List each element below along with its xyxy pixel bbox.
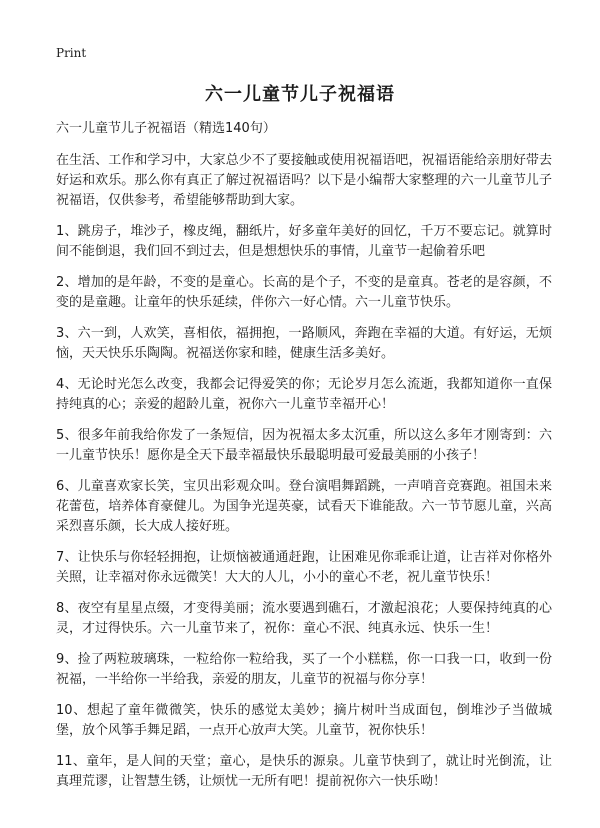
blessing-item-2: 2、增加的是年龄，不变的是童心。长高的是个子，不变的是童真。苍老的是容颜，不变的是童趣。让童年的快乐延续，伴你六一好心情。六一儿童节快乐。 xyxy=(56,275,552,310)
blessing-item-11: 11、童年，是人间的天堂；童心，是快乐的源泉。儿童节快到了，就让时光倒流，让真理荒谬，让智慧生锈，让烦忧一无所有吧！提前祝你六一快乐呦！ xyxy=(56,754,552,789)
blessing-item-10: 10、想起了童年微微笑，快乐的感觉太美妙；摘片树叶当成面包，倒堆沙子当做城堡，放个风筝手舞足蹈，一点开心放声大笑。儿童节，祝你快乐！ xyxy=(56,703,552,738)
blessing-item-1: 1、跳房子，堆沙子，橡皮绳，翻纸片，好多童年美好的回忆，千万不要忘记。就算时间不能倒退，我们回不到过去，但是想想快乐的事情，儿童节一起偷着乐吧 xyxy=(56,224,552,259)
article-subtitle: 六一儿童节儿子祝福语（精选140句） xyxy=(56,121,276,136)
blessing-item-8: 8、夜空有星星点缀，才变得美丽；流水要遇到礁石，才激起浪花；人要保持纯真的心灵，才过得快乐。六一儿童节来了，祝你：童心不泯、纯真永远、快乐一生！ xyxy=(56,601,552,636)
page-title: 六一儿童节儿子祝福语 xyxy=(205,84,395,105)
blessing-item-9: 9、捡了两粒玻璃珠，一粒给你一粒给我，买了一个小糕糕，你一口我一口，收到一份祝福，一半给你一半给我，亲爱的朋友，儿童节的祝福与你分享！ xyxy=(56,652,552,687)
blessing-item-4: 4、无论时光怎么改变，我都会记得爱笑的你；无论岁月怎么流逝，我都知道你一直保持纯真的心；亲爱的超龄儿童，祝你六一儿童节幸福开心！ xyxy=(56,377,552,412)
blessing-item-5: 5、很多年前我给你发了一条短信，因为祝福太多太沉重，所以这么多年才刚寄到：六一儿童节快乐！愿你是全天下最幸福最快乐最聪明最可爱最美丽的小孩子！ xyxy=(56,428,552,463)
article-body xyxy=(56,119,552,803)
intro-paragraph: 在生活、工作和学习中，大家总少不了要接触或使用祝福语吧，祝福语能给亲朋好带去好运和欢乐。那么你有真正了解过祝福语吗？以下是小编帮大家整理的六一儿童节儿子祝福语，仅供参考，希望能够帮助到大家。 xyxy=(56,153,552,208)
blessing-item-7: 7、让快乐与你轻轻拥抱，让烦恼被通通赶跑，让困难见你乖乖让道，让吉祥对你格外关照，让幸福对你永远微笑！大大的人儿，小小的童心不老，祝儿童节快乐！ xyxy=(56,550,552,585)
blessing-item-6: 6、儿童喜欢家长笑，宝贝出彩观众叫。登台演唱舞蹈跳，一声哨音竞赛跑。祖国未来花蕾苞，培养体育豪健儿。为国争光逞英豪，试看天下谁能敌。六一节节愿儿童，兴高采烈喜乐颜，长大成人接好班。 xyxy=(56,479,552,534)
print-link[interactable]: Print xyxy=(56,46,87,60)
blessing-item-3: 3、六一到，人欢笑，喜相依，福拥抱，一路顺风，奔跑在幸福的大道。有好运，无烦恼，天天快乐乐陶陶。祝福送你家和睦，健康生活多美好。 xyxy=(56,326,552,361)
